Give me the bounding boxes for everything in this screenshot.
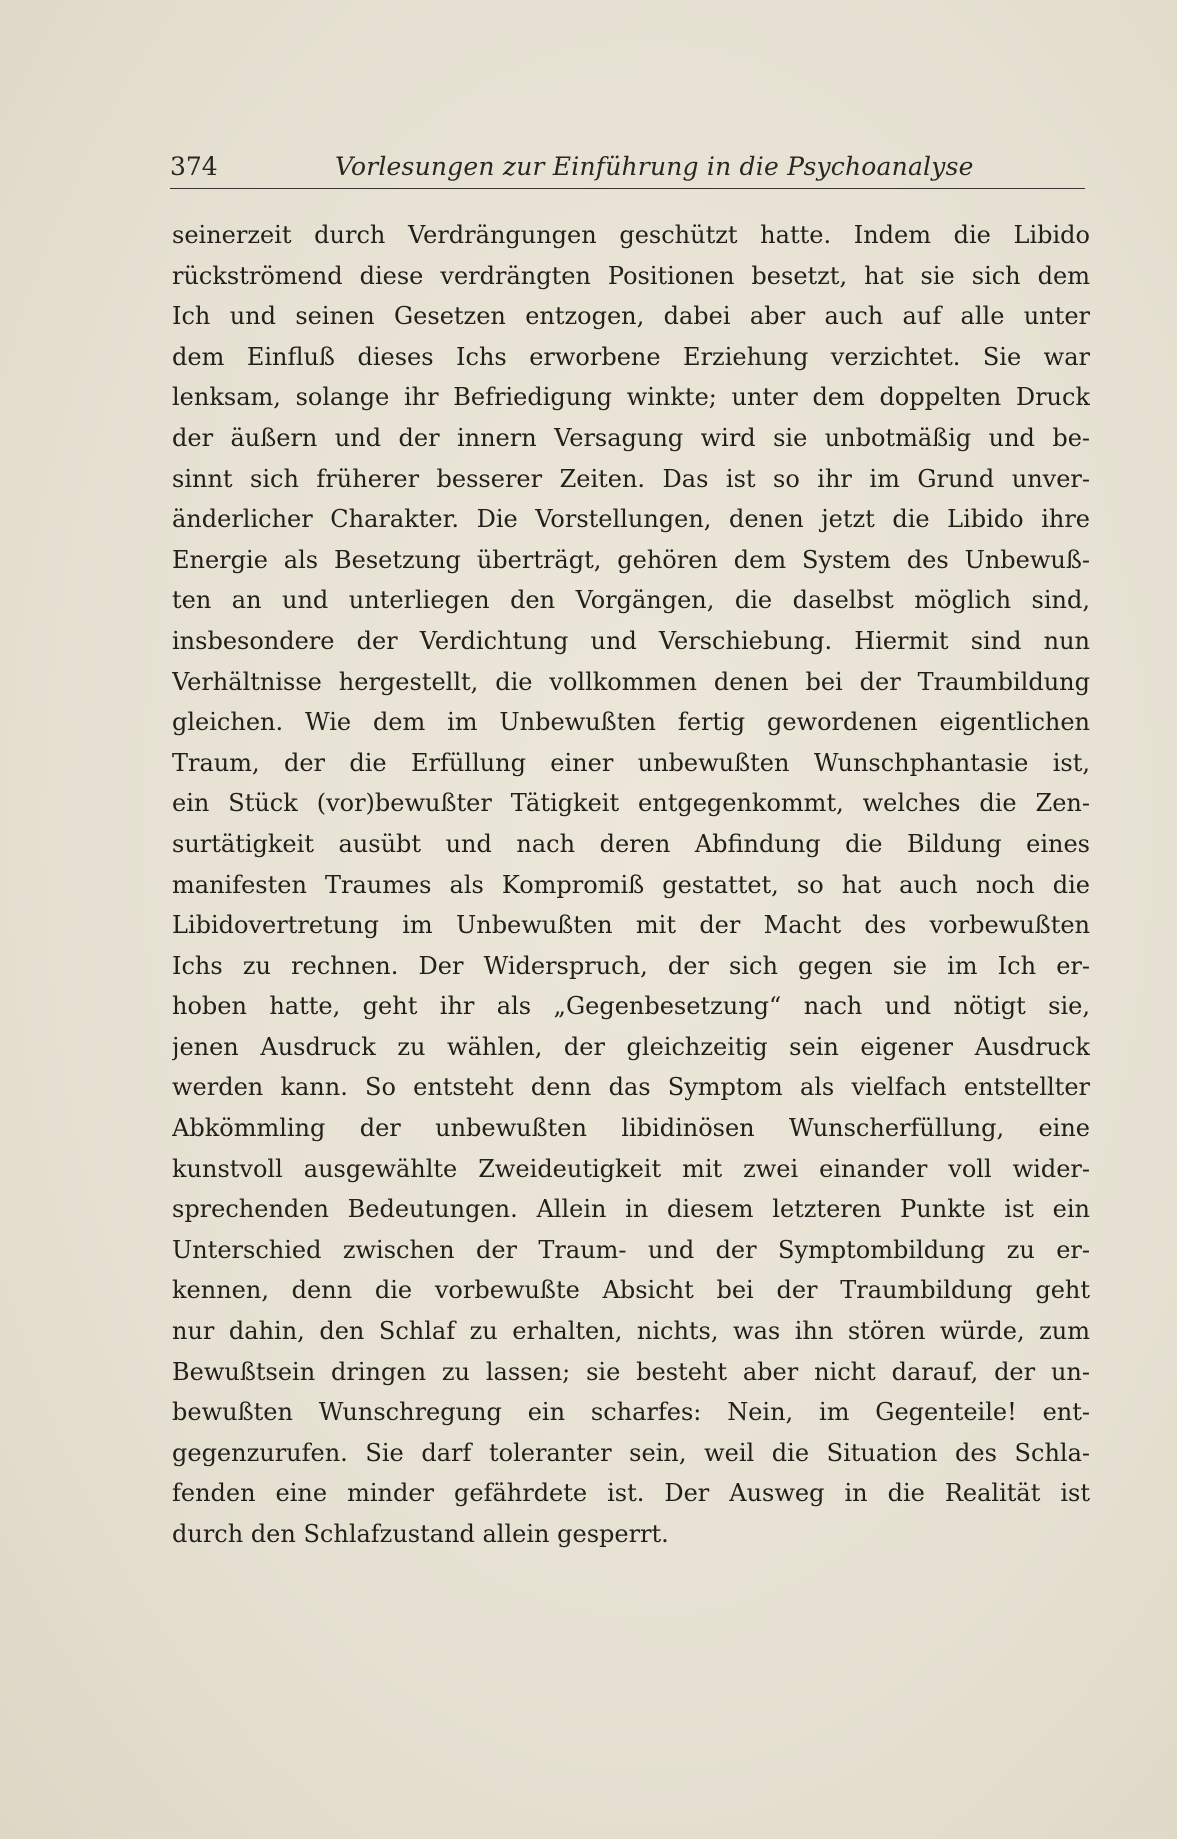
text-line: Energie als Besetzung überträgt, gehören dem System des Unbewuß- — [172, 545, 1090, 574]
text-line: Unterschied zwischen der Traum- und der Symptombildung zu er- — [172, 1235, 1090, 1264]
text-line: sinnt sich früherer besserer Zeiten. Das ist so ihr im Grund unver- — [172, 464, 1090, 493]
text-line: gleichen. Wie dem im Unbewußten fertig gewordenen eigentlichen — [172, 708, 1090, 737]
text-line: Abkömmling der unbewußten libidinösen Wunscherfüllung, eine — [172, 1114, 1090, 1143]
text-line: sprechenden Bedeutungen. Allein in diesem letzteren Punkte ist ein — [172, 1195, 1090, 1224]
text-line: dem Einfluß dieses Ichs erworbene Erziehung verzichtet. Sie war — [172, 342, 1090, 371]
running-title: Vorlesungen zur Einführung in die Psychoanalyse — [335, 152, 974, 181]
text-line-last: durch den Schlafzustand allein gesperrt. — [172, 1520, 669, 1548]
text-line: werden kann. So entsteht denn das Symptom als vielfach entstellter — [172, 1073, 1090, 1102]
page-number: 374 — [170, 152, 218, 181]
text-line: gegenzurufen. Sie darf toleranter sein, weil die Situation des Schla- — [172, 1438, 1090, 1467]
text-line: Ichs zu rechnen. Der Widerspruch, der sich gegen sie im Ich er- — [172, 951, 1090, 980]
text-line: ten an und unterliegen den Vorgängen, die daselbst möglich sind, — [172, 586, 1090, 615]
text-line: Libidovertretung im Unbewußten mit der Macht des vorbewußten — [172, 911, 1090, 940]
text-line: fenden eine minder gefährdete ist. Der Ausweg in die Realität ist — [172, 1479, 1090, 1508]
text-line: surtätigkeit ausübt und nach deren Abfindung die Bildung eines — [172, 829, 1090, 858]
text-line: änderlicher Charakter. Die Vorstellungen, denen jetzt die Libido ihre — [172, 505, 1090, 534]
text-line: bewußten Wunschregung ein scharfes: Nein, im Gegenteile! ent- — [172, 1398, 1090, 1427]
text-line: lenksam, solange ihr Befriedigung winkte; unter dem doppelten Druck — [172, 383, 1090, 412]
text-line: Traum, der die Erfüllung einer unbewußten Wunschphantasie ist, — [172, 748, 1090, 777]
text-line: seinerzeit durch Verdrängungen geschützt hatte. Indem die Libido — [172, 221, 1090, 249]
text-line: Bewußtsein dringen zu lassen; sie besteht aber nicht darauf, der un- — [172, 1357, 1090, 1386]
text-line: Ich und seinen Gesetzen entzogen, dabei aber auch auf alle unter — [172, 302, 1090, 331]
text-line: manifesten Traumes als Kompromiß gestattet, so hat auch noch die — [172, 870, 1090, 899]
header-rule — [170, 188, 1085, 189]
text-line: rückströmend diese verdrängten Positionen besetzt, hat sie sich dem — [172, 261, 1090, 290]
text-line: kunstvoll ausgewählte Zweideutigkeit mit zwei einander voll wider- — [172, 1154, 1090, 1183]
text-line: ein Stück (vor)bewußter Tätigkeit entgegenkommt, welches die Zen- — [172, 789, 1090, 818]
text-line: jenen Ausdruck zu wählen, der gleichzeitig sein eigener Ausdruck — [172, 1032, 1090, 1061]
text-line: kennen, denn die vorbewußte Absicht bei der Traumbildung geht — [172, 1276, 1090, 1305]
text-line: insbesondere der Verdichtung und Verschiebung. Hiermit sind nun — [172, 626, 1090, 655]
body-text — [172, 215, 1090, 1555]
text-line: der äußern und der innern Versagung wird sie unbotmäßig und be- — [172, 423, 1090, 452]
text-line: Verhältnisse hergestellt, die vollkommen denen bei der Traumbildung — [172, 667, 1090, 696]
text-line: hoben hatte, geht ihr als „Gegenbesetzung“ nach und nötigt sie, — [172, 992, 1090, 1021]
page-header — [170, 150, 1085, 190]
text-line: nur dahin, den Schlaf zu erhalten, nichts, was ihn stören würde, zum — [172, 1317, 1090, 1346]
